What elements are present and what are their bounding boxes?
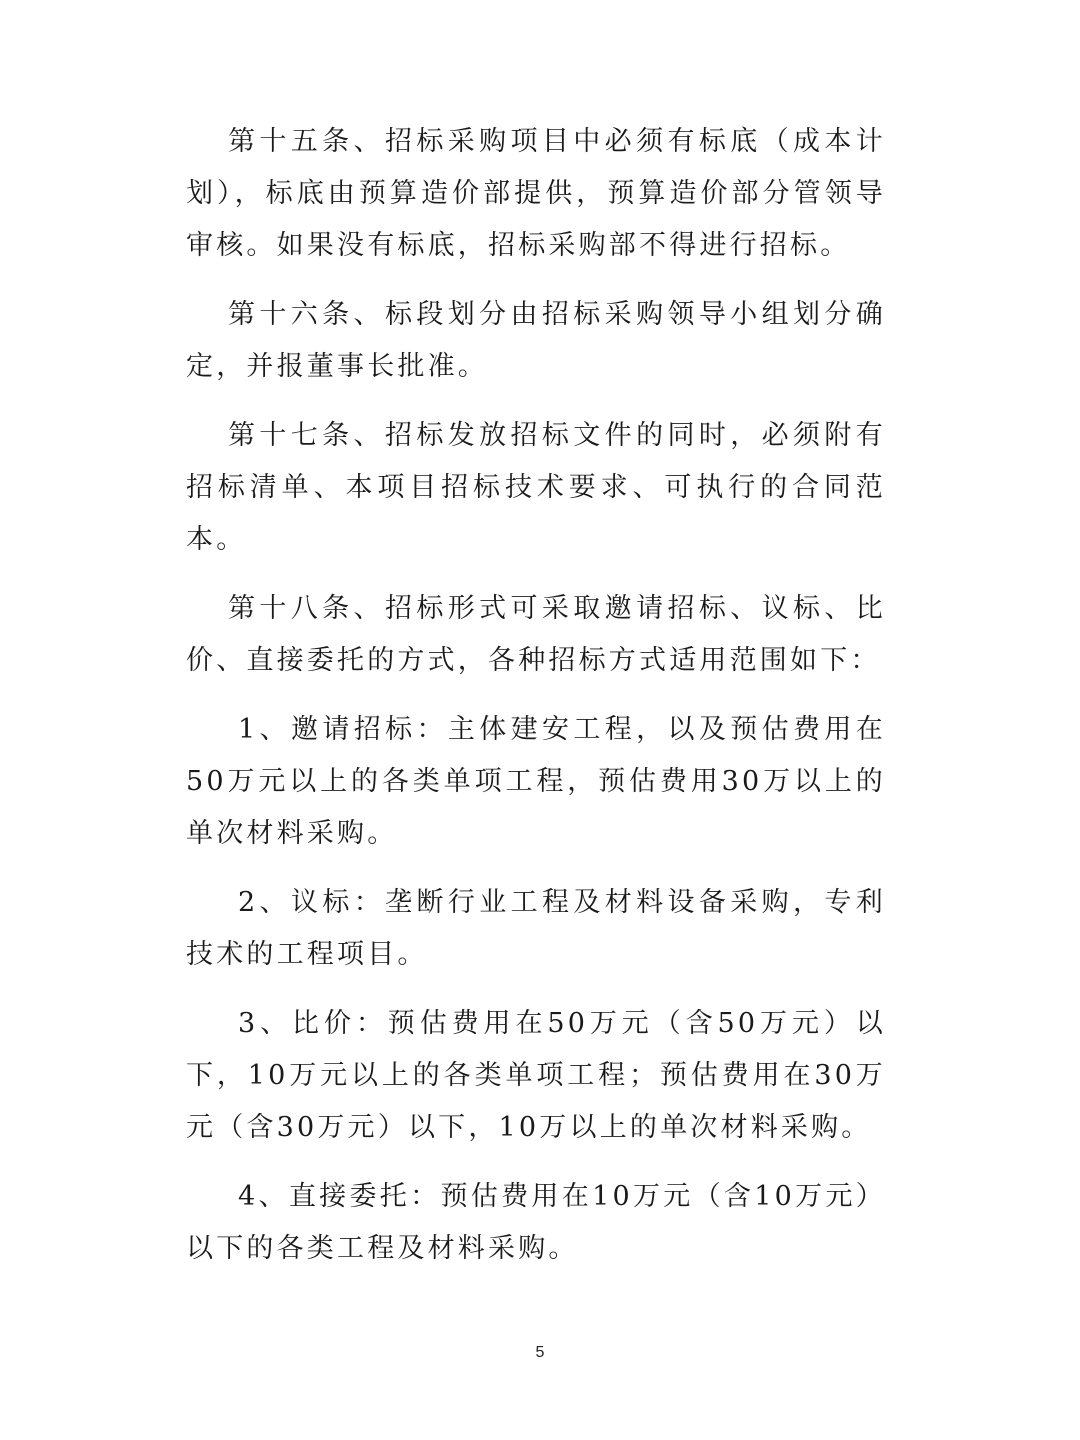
page-number: 5 [535, 1344, 545, 1361]
article-18-paragraph: 第十八条、招标形式可采取邀请招标、议标、比价、直接委托的方式，各种招标方式适用范围如下： [186, 593, 886, 676]
list-item-price-comparison: 3、比价：预估费用在50万元（含50万元）以下，10万元以上的各类单项工程；预估费用在30万元（含30万元）以下，10万以上的单次材料采购。 [186, 1008, 886, 1143]
article-15-paragraph: 第十五条、招标采购项目中必须有标底（成本计划），标底由预算造价部提供，预算造价部分管领导审核。如果没有标底，招标采购部不得进行招标。 [186, 126, 886, 261]
article-17-paragraph: 第十七条、招标发放招标文件的同时，必须附有招标清单、本项目招标技术要求、可执行的合同范本。 [186, 420, 886, 555]
list-item-direct-commission: 4、直接委托：预估费用在10万元（含10万元）以下的各类工程及材料采购。 [186, 1181, 886, 1264]
list-item-invited-bidding: 1、邀请招标：主体建安工程，以及预估费用在50万元以上的各类单项工程，预估费用30万以上的单次材料采购。 [186, 714, 886, 849]
article-16-paragraph: 第十六条、标段划分由招标采购领导小组划分确定，并报董事长批准。 [186, 299, 886, 382]
list-item-negotiated-bidding: 2、议标：垄断行业工程及材料设备采购，专利技术的工程项目。 [186, 887, 886, 970]
document-body [186, 116, 886, 1292]
